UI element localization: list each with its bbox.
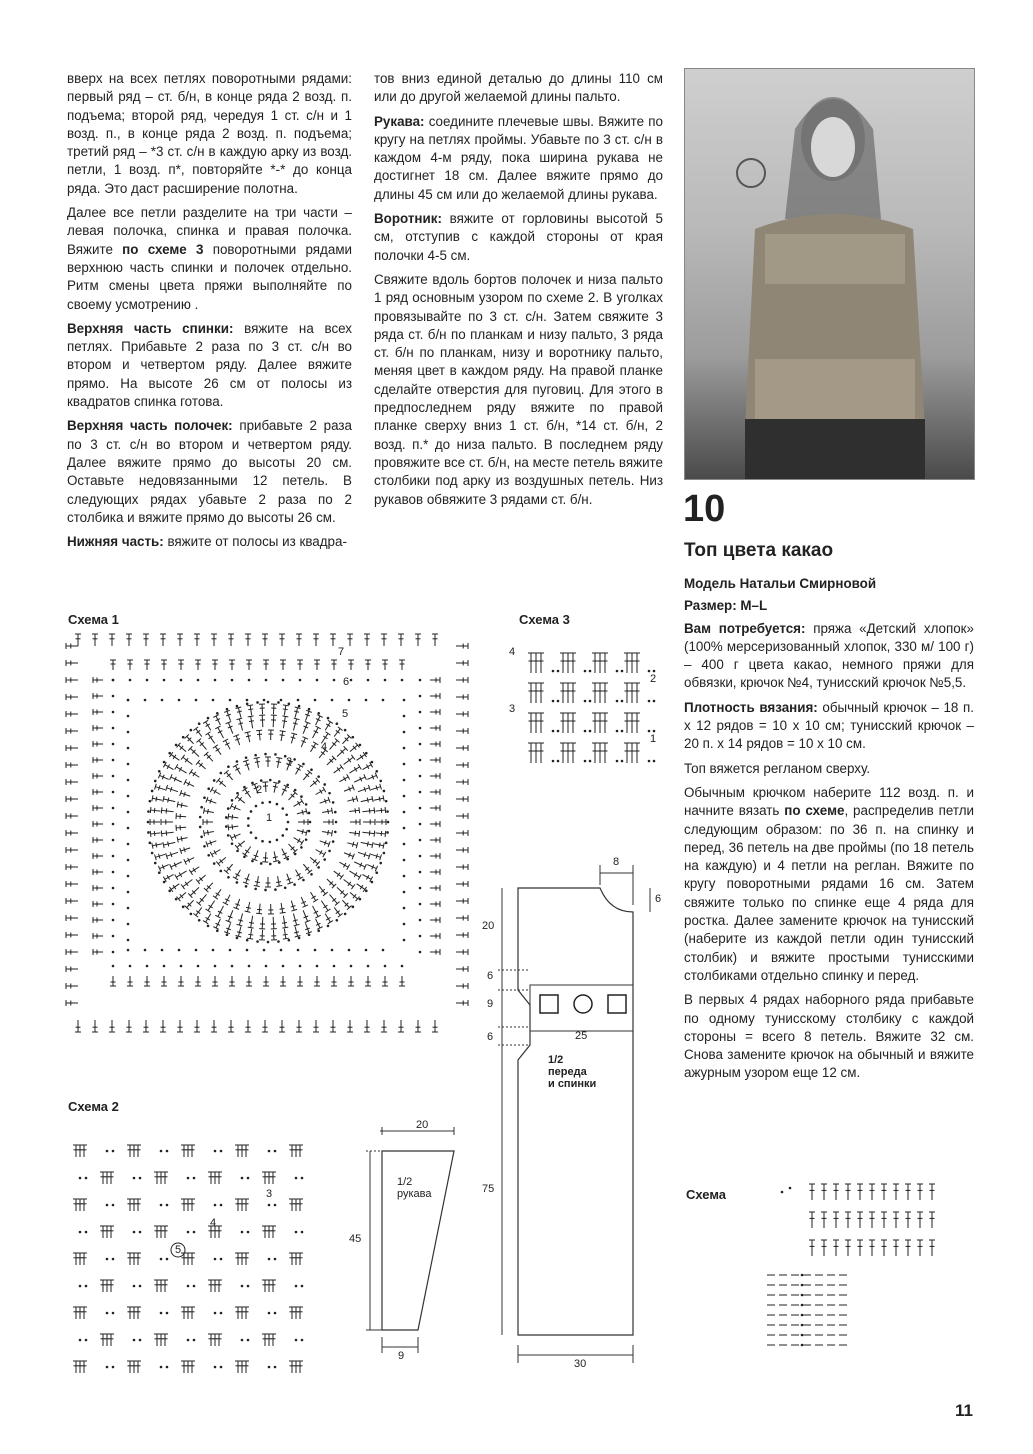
scheme-1-label: Схема 1 (68, 612, 119, 627)
paragraph: Свяжите вдоль бортов полочек и низа пальто 1 ряд основным узором по схеме 2. В уголках провязывайте по 3 ст. с/н. Затем свяжите 3 ряда ст. б/н по планкам и низу пальто, 3 ряда ст. б/н по планкам, низу и воротнику пальто, меняя цвет в каждом ряду. На правой планке сделайте отверстия для пуговиц. Для этого в предпоследнем ряду вяжите по правой планке сверху вниз 1 ст. б/н, *14 ст. б/н, 2 возд. п.* до низа пальто. В последнем ряду провяжите все ст. б/н, на месте петель вяжите столбики под арку из воздушных петель. Низ рукавов обвяжите 3 рядами ст. б/н. (374, 271, 663, 507)
scheme-3-label: Схема 3 (519, 612, 570, 627)
sleeve-bottom-dim: 9 (398, 1350, 405, 1362)
height-dim: 6 (487, 1031, 494, 1043)
sleeve-height-dim: 45 (349, 1233, 362, 1245)
height-dim: 20 (482, 920, 495, 932)
body-label: и спинки (548, 1078, 597, 1090)
body-label: 1/2 (548, 1054, 564, 1066)
item-title: Топ цвета какао (684, 540, 834, 561)
round-label: 5 (342, 708, 349, 720)
round-label: 3 (286, 756, 293, 768)
paragraph: В первых 4 рядах наборного ряда прибавьте по одному тунисскому столбику с каждой стороны = всего 8 петель. Вяжите 32 см. Снова замените крючок на обычный и вяжите ажурным узором еще 12 см. (684, 992, 974, 1081)
paragraph: Рукава: соедините плечевые швы. Вяжите по кругу на петлях проймы. Убавьте по 3 ст. с/н в каждом 4-м ряду, пока ширина рукава не достигнет 18 см. Далее вяжите прямо до длины 45 см или до желаемой длины рукава. (374, 113, 663, 202)
round-label: 6 (343, 676, 350, 688)
paragraph: Воротник: вяжите от горловины высотой 5 см, отступив с каждой стороны от края полочки 4-5 см. (374, 211, 663, 263)
paragraph: Вам потребуется: пряжа «Детский хлопок» (100% мерсеризованный хлопок, 330 м/ 100 г) – 400 г цвета какао, немного пряжи для обвязки, крючок №4, тунисский крючок №5,5. (684, 620, 974, 691)
paragraph: Нижняя часть: вяжите от полосы из квадра- (67, 534, 347, 550)
paragraph: Топ вяжется регланом сверху. (684, 760, 871, 776)
size: Размер: М–L (684, 598, 768, 614)
sleeve-top-dim: 20 (416, 1119, 429, 1131)
paragraph: тов вниз единой деталью до длины 110 см или до другой желаемой длины пальто. (374, 71, 663, 105)
scheme-2-label: Схема 2 (68, 1099, 119, 1114)
paragraph: Верхняя часть полочек: прибавьте 2 раза по 3 ст. с/н во втором и четвертом ряду. Далее вяжите прямо до высоты 20 см. Оставьте недовязанными 12 петель. В следующих рядах убавьте 2 раза по 2 столбика и вяжите прямо до высоты 26 см. (67, 418, 352, 525)
text-column-1 (67, 70, 352, 557)
round-label: 4 (321, 741, 328, 753)
width-dim: 30 (574, 1358, 587, 1370)
height-dim: 75 (482, 1183, 495, 1195)
item-number: 10 (683, 488, 726, 530)
scheme-3-diagram (519, 636, 649, 756)
height-dim: 6 (487, 970, 494, 982)
round-label: 4 (210, 1217, 217, 1229)
neck-width-dim: 8 (613, 856, 620, 868)
model-author: Модель Натальи Смирновой (684, 576, 877, 591)
width-dim: 25 (575, 1030, 588, 1042)
paragraph: Далее все петли разделите на три части – левая полочка, спинка и правая полочка. Вяжите по схеме 3 поворотными рядами верхнюю часть спинки и полочек отдельно. Ритм смены цвета пряжи выполняйте по своему усмотрению . (67, 205, 353, 312)
scheme-2-diagram (68, 1133, 308, 1373)
paragraph: вверх на всех петлях поворотными рядами: первый ряд – ст. б/н, в конце ряда 2 возд. п. подъема; второй ряд, чередуя 1 ст. с/н и 1 возд. п., в конце ряда 2 возд. п. подъема; третий ряд – *3 ст. с/н в каждую арку из возд. петли, 1 возд. п*, повторяйте *-* до конца ряда. Это даст расширение полотна. (67, 71, 352, 196)
round-label: 7 (338, 646, 345, 658)
text-column-3 (684, 575, 974, 1089)
scheme-top-label: Схема (686, 1187, 727, 1202)
round-label: 3 (266, 1188, 273, 1200)
row-label: 3 (509, 703, 516, 715)
round-label: 5 (175, 1244, 182, 1256)
row-label: 1 (650, 733, 657, 745)
top-scheme-diagram (762, 1180, 952, 1360)
body-pattern (490, 855, 680, 1375)
paragraph: Обычным крючком наберите 112 возд. п. и начните вязать по схеме, распределив петли следующим образом: по 36 п. на спинку и перед, 36 петель на две проймы (по 18 петель на каждую) и 4 петли на реглан. Вяжите по кругу поворотными рядами 16 см. Затем свяжите только по спинке еще 4 ряда для ростка. Далее замените крючок на тунисский (наберите из каждой петли один тунисский столбик) и вяжите простыми тунисскими столбиками отдельно спинку и перед. (684, 784, 975, 983)
row-label: 2 (650, 673, 657, 685)
sleeve-pattern (368, 1125, 478, 1365)
body-label: переда (548, 1066, 587, 1078)
sleeve-label: 1/2 (397, 1176, 413, 1188)
paragraph: Плотность вязания: обычный крючок – 18 п. х 12 рядов = 10 х 10 см; тунисский крючок – 20 п. х 14 рядов = 10 х 10 см. (684, 699, 974, 752)
model-photo (684, 68, 975, 480)
round-label: 2 (256, 784, 263, 796)
sleeve-label: рукава (397, 1188, 432, 1200)
row-label: 4 (509, 646, 516, 658)
round-label: 1 (266, 812, 273, 824)
neck-height-dim: 6 (655, 893, 662, 905)
text-column-2 (374, 70, 663, 515)
scheme-1-diagram (68, 632, 468, 1032)
paragraph: Верхняя часть спинки: вяжите на всех петлях. Прибавьте 2 раза по 3 ст. с/н во втором и четвертом ряду. Далее вяжите прямо. На высоте 26 см от полосы из квадратов спинка готова. (67, 320, 352, 410)
page-number: 11 (955, 1401, 973, 1420)
height-dim: 9 (487, 998, 494, 1010)
